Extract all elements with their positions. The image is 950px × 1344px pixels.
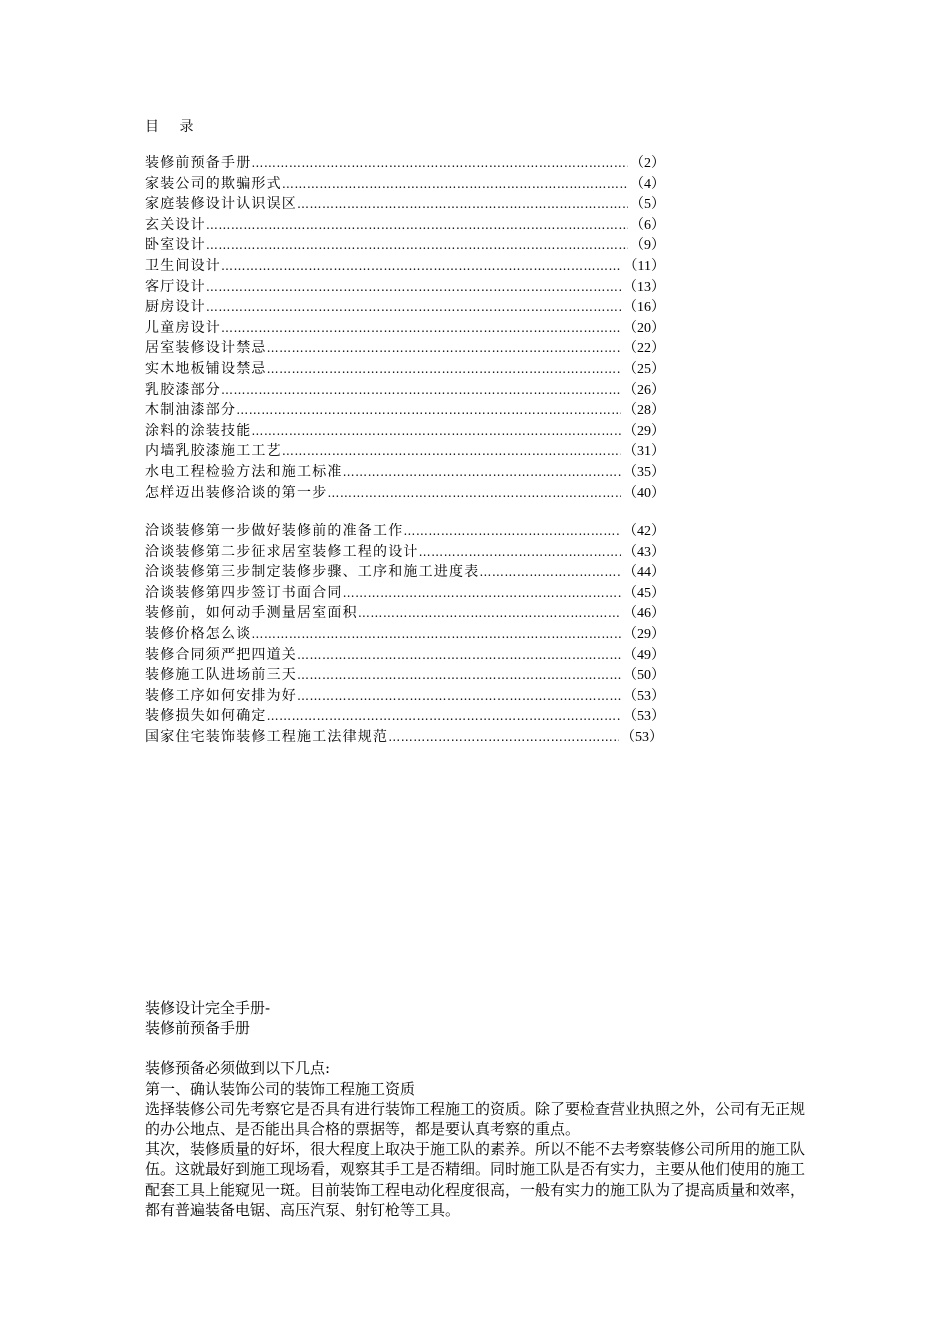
toc-entry-label: 洽谈装修第四步签订书面合同 [145, 584, 343, 601]
toc-entry-label: 装修施工队进场前三天 [145, 667, 297, 684]
toc-entry-page: （ 44 ） [621, 563, 665, 584]
toc-leader-dots [206, 215, 628, 236]
toc-leader-dots [221, 318, 621, 339]
toc-entry[interactable] [145, 380, 665, 401]
toc-entry-label: 装修损失如何确定 [145, 708, 267, 725]
toc-entry[interactable] [145, 562, 665, 583]
toc-entry[interactable] [145, 421, 665, 442]
toc-entry[interactable] [145, 318, 665, 339]
toc-entry-page: （ 4 ） [628, 175, 665, 196]
toc-entry[interactable] [145, 624, 665, 645]
toc-entry-page: （ 49 ） [621, 646, 665, 667]
toc-entry-label: 装修前预备手册 [145, 155, 252, 171]
toc-leader-dots [267, 338, 621, 359]
toc-entry-label: 实木地板铺设禁忌 [145, 360, 267, 377]
toc-entry[interactable] [145, 521, 665, 542]
paragraph: 其次，装修质量的好坏，很大程度上取决于施工队的素养。所以不能不去考察装修公司所用的施工队伍。这就最好到施工现场看，观察其手工是否精细。同时施工队是否有实力，主要从他们使用的施工配套工具上能窥见一斑。目前装饰工程电动化程度很高，一般有实力的施工队为了提高质量和效率，都有普遍装备电锯、高压汽泵、射钉枪等工具。 [145, 1140, 806, 1219]
toc-leader-dots [388, 727, 619, 748]
toc-entry[interactable] [145, 583, 665, 604]
toc-entry[interactable] [145, 603, 665, 624]
toc-entry-page: （ 13 ） [621, 278, 665, 299]
toc-entry-label: 客厅设计 [145, 278, 206, 295]
toc-entry-label: 涂料的涂装技能 [145, 422, 252, 439]
toc-entry-label: 装修前，如何动手测量居室面积 [145, 605, 358, 622]
toc-leader-dots [251, 421, 621, 442]
toc-entry-label: 儿童房设计 [145, 319, 221, 336]
body-text [145, 998, 815, 1220]
toc-entry-page: （ 2 ） [628, 154, 665, 175]
toc-entry-label: 怎样迈出装修洽谈的第一步 [145, 484, 328, 501]
toc-entry-label: 卧室设计 [145, 237, 206, 254]
toc-entry-page: （ 20 ） [621, 319, 665, 340]
toc-title: 目 录 [145, 119, 202, 135]
toc-entry-page: （ 53 ） [621, 687, 665, 708]
toc-entry-page: （ 11 ） [622, 257, 665, 278]
toc-entry-label: 厨房设计 [145, 299, 206, 316]
toc-entry-page: （ 26 ） [621, 381, 665, 402]
toc-leader-dots [221, 380, 621, 401]
toc-entry-page: （ 28 ） [621, 401, 665, 422]
toc-entry[interactable] [145, 194, 665, 215]
toc-leader-dots [236, 400, 621, 421]
toc-entry-label: 玄关设计 [145, 216, 206, 233]
toc-entry-page: （ 46 ） [621, 604, 665, 625]
toc-leader-dots [343, 583, 621, 604]
toc-entry-page: （ 22 ） [621, 339, 665, 360]
toc-entry-page: （ 42 ） [621, 522, 665, 543]
toc-leader-dots [267, 359, 621, 380]
toc-entry[interactable] [145, 153, 665, 174]
toc-entry[interactable] [145, 400, 665, 421]
toc-entry[interactable] [145, 542, 665, 563]
toc-entry-label: 居室装修设计禁忌 [145, 340, 267, 357]
toc-leader-dots [297, 686, 621, 707]
toc-entry-label: 乳胶漆部分 [145, 381, 221, 398]
toc-entry-page: （ 29 ） [621, 625, 665, 646]
toc-entry[interactable] [145, 215, 665, 236]
toc-entry-label: 卫生间设计 [145, 257, 221, 274]
toc-leader-dots [251, 153, 628, 174]
toc-entry[interactable] [145, 277, 665, 298]
toc-group [145, 521, 665, 748]
toc-leader-dots [297, 194, 628, 215]
heading-section: 装修前预备手册 [145, 1019, 251, 1038]
toc-entry-label: 水电工程检验方法和施工标准 [145, 463, 343, 480]
toc-entry-label: 洽谈装修第二步征求居室装修工程的设计 [145, 543, 419, 560]
toc-entry[interactable] [145, 297, 665, 318]
spacer [145, 1038, 815, 1058]
point-title: 第一、确认装饰公司的装饰工程施工资质 [145, 1079, 416, 1098]
toc-entry-label: 木制油漆部分 [145, 402, 237, 419]
toc-entry-page: （ 6 ） [628, 216, 665, 237]
toc-entry[interactable] [145, 727, 663, 748]
toc-leader-dots [206, 277, 621, 298]
toc-leader-dots [282, 441, 621, 462]
toc-entry-page: （ 50 ） [621, 666, 665, 687]
toc-entry[interactable] [145, 359, 665, 380]
toc-entry-page: （ 53 ） [619, 728, 663, 749]
toc-leader-dots [327, 483, 621, 504]
heading-manual: 装修设计完全手册- [145, 999, 271, 1017]
toc-entry[interactable] [145, 645, 665, 666]
toc-entry[interactable] [145, 706, 665, 727]
toc-entry-page: （ 9 ） [628, 236, 665, 257]
toc-leader-dots [251, 624, 621, 645]
toc-group [145, 153, 665, 503]
toc-entry-page: （ 16 ） [621, 298, 665, 319]
toc-entry[interactable] [145, 174, 665, 195]
toc-entry-page: （ 40 ） [621, 484, 665, 505]
toc-leader-dots [221, 256, 622, 277]
toc-entry[interactable] [145, 462, 665, 483]
toc-entry[interactable] [145, 338, 665, 359]
toc-entry[interactable] [145, 686, 665, 707]
toc-entry-page: （ 5 ） [628, 195, 665, 216]
toc-entry-label: 装修价格怎么谈 [145, 626, 252, 643]
toc-entry-label: 洽谈装修第一步做好装修前的准备工作 [145, 523, 404, 540]
toc-entry-page: （ 43 ） [621, 543, 665, 564]
toc-entry[interactable] [145, 235, 665, 256]
toc-leader-dots [206, 235, 628, 256]
toc-entry-label: 国家住宅装饰装修工程施工法律规范 [145, 729, 389, 746]
toc-leader-dots [282, 174, 628, 195]
toc-entry-label: 家庭装修设计认识误区 [145, 196, 297, 213]
intro-line: 装修预备必须做到以下几点: [145, 1059, 331, 1078]
toc-leader-dots [297, 645, 621, 666]
toc-entry-label: 洽谈装修第三步制定装修步骤、工序和施工进度表 [145, 564, 480, 581]
toc-leader-dots [358, 603, 621, 624]
toc-entry-label: 装修工序如何安排为好 [145, 687, 297, 704]
toc-entry-label: 内墙乳胶漆施工工艺 [145, 443, 282, 460]
toc-entry[interactable] [145, 441, 665, 462]
toc-leader-dots [343, 462, 621, 483]
toc-entry-label: 装修合同须严把四道关 [145, 646, 297, 663]
toc-entry[interactable] [145, 665, 665, 686]
toc-entry-page: （ 53 ） [621, 707, 665, 728]
toc-leader-dots [206, 297, 621, 318]
toc-entry-label: 家装公司的欺骗形式 [145, 175, 282, 192]
toc-entry-page: （ 31 ） [621, 442, 665, 463]
toc-entry[interactable] [145, 483, 665, 504]
toc-leader-dots [479, 562, 621, 583]
paragraph: 选择装修公司先考察它是否具有进行装饰工程施工的资质。除了要检查营业执照之外，公司有无正规的办公地点、是否能出具合格的票据等，都是要认真考察的重点。 [145, 1099, 806, 1139]
toc-leader-dots [403, 521, 621, 542]
toc-leader-dots [267, 706, 621, 727]
toc-entry-page: （ 45 ） [621, 584, 665, 605]
table-of-contents [145, 153, 665, 748]
toc-leader-dots [297, 665, 621, 686]
toc-leader-dots [419, 542, 621, 563]
toc-entry-page: （ 35 ） [621, 463, 665, 484]
toc-entry-page: （ 29 ） [621, 422, 665, 443]
toc-entry[interactable] [145, 256, 665, 277]
toc-entry-page: （ 25 ） [621, 360, 665, 381]
